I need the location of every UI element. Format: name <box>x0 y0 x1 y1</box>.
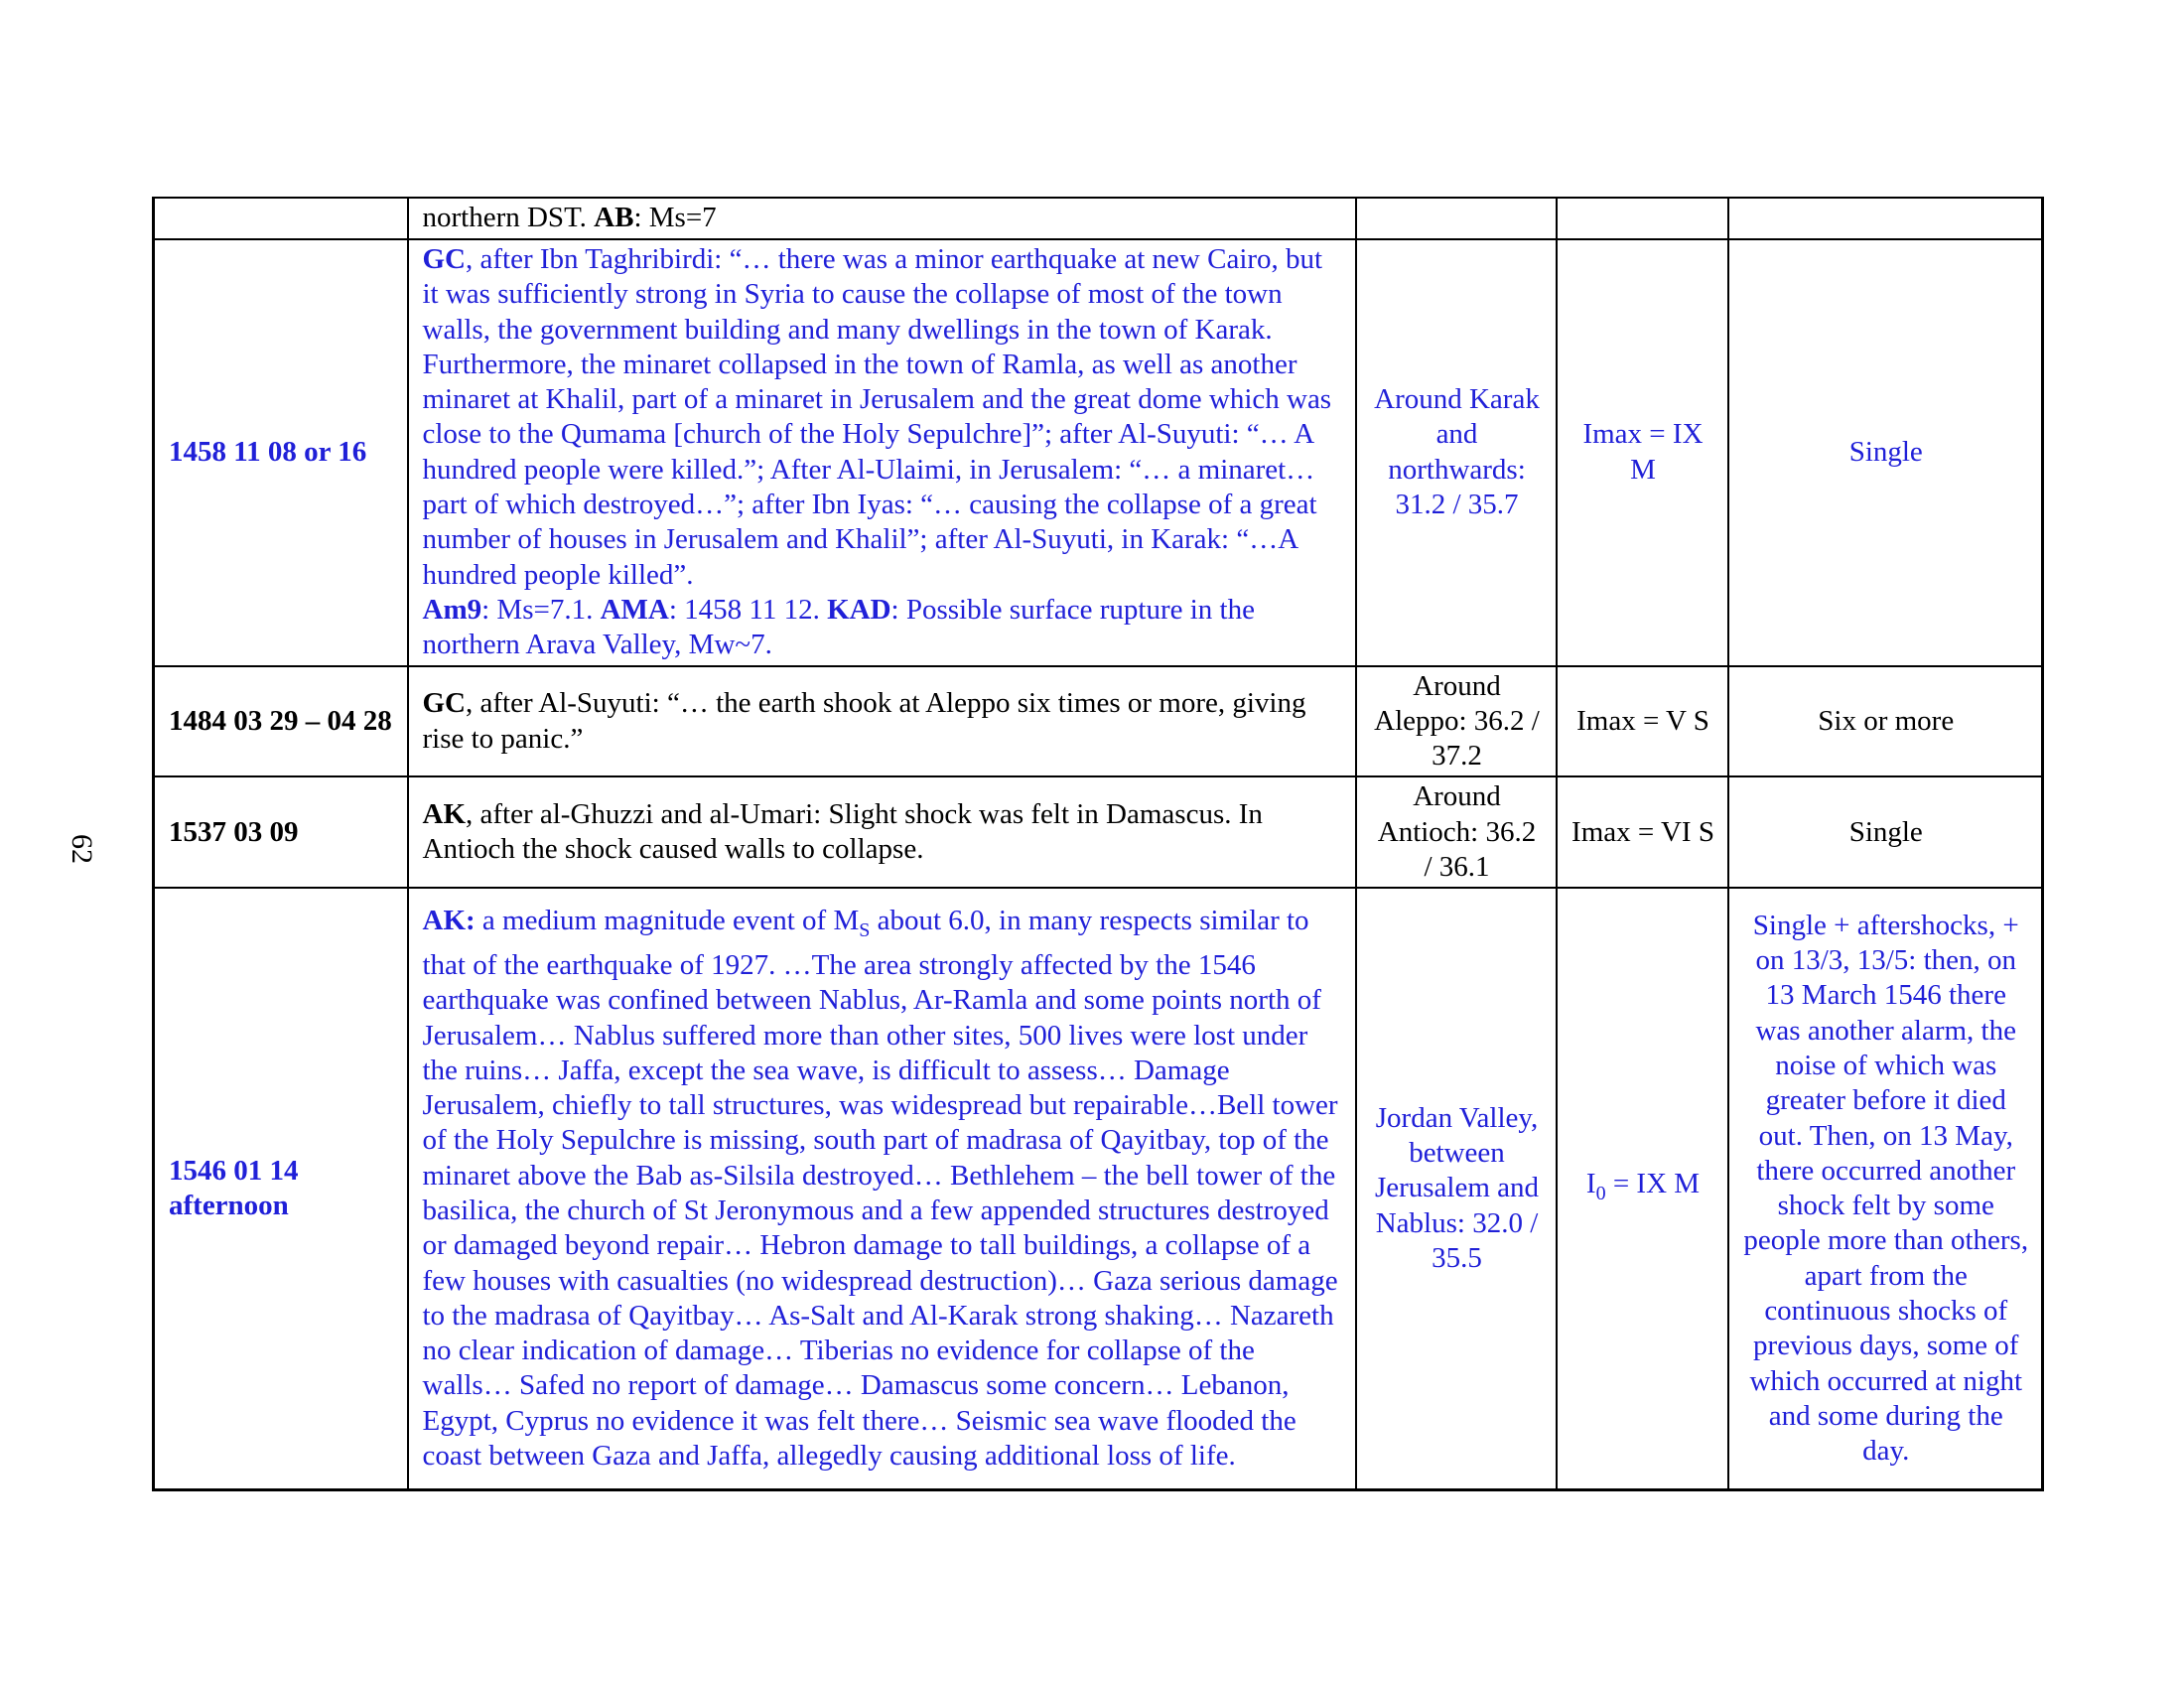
table-row-1458 <box>154 239 2043 666</box>
location-cell <box>1356 198 1557 239</box>
earthquake-table <box>152 197 2044 1491</box>
source-code: Am9 <box>422 593 482 626</box>
table-row-continuation <box>154 198 2043 239</box>
date-cell: 1546 01 14 afternoon <box>154 888 408 1489</box>
table-row-1546 <box>154 888 2043 1489</box>
page-number: 62 <box>66 834 98 864</box>
description-text: , after Ibn Taghribirdi: “… there was a minor earthquake at new Cairo, but it was sufficiently strong in Syria to cause the collapse of most of the town walls, the government building and many dwellings in the town of Karak. Furthermore, the minaret collapsed in the town of Ramla, as well as another minaret at Khalil, part of a minaret in Jerusalem and the great dome which was close to the Qumama [church of the Holy Sepulchre]”; after Al-Suyuti: “… A hundred people were killed.”; After Al-Ulaimi, in Jerusalem: “… a minaret… part of which destroyed…”; after Ibn Iyas: “… causing the collapse of a great number of houses in Jerusalem and Khalil”; after Al-Suyuti, in Karak: “…A hundred people killed”. <box>422 243 1332 591</box>
table-row-1484 <box>154 666 2043 777</box>
date-cell: 1484 03 29 – 04 28 <box>154 666 408 777</box>
intensity-cell: Imax = V S <box>1557 666 1728 777</box>
description-text: : Ms=7 <box>633 202 717 233</box>
description-text: : Possible surface rupture in the northern Arava Valley, Mw~7. <box>422 593 1255 661</box>
intensity-cell <box>1557 198 1728 239</box>
intensity-cell: Imax = IX M <box>1557 239 1728 666</box>
type-cell: Single <box>1728 776 2043 888</box>
intensity-cell <box>1557 888 1728 1489</box>
description-text: , after Al-Suyuti: “… the earth shook at Aleppo six times or more, giving rise to panic.” <box>422 687 1306 755</box>
description-text: , after al-Ghuzzi and al-Umari: Slight shock was felt in Damascus. In Antioch the shock caused walls to collapse. <box>422 798 1263 866</box>
intensity-symbol: I <box>1585 1167 1596 1199</box>
intensity-cell: Imax = VI S <box>1557 776 1728 888</box>
description-cell <box>408 776 1356 888</box>
description-text: : 1458 11 12. <box>668 593 828 626</box>
date-cell: 1458 11 08 or 16 <box>154 239 408 666</box>
description-text: northern DST. <box>422 202 595 233</box>
subscript: S <box>859 918 871 941</box>
type-cell: Single <box>1728 239 2043 666</box>
description-cell <box>408 888 1356 1489</box>
source-code: KAD <box>827 593 891 626</box>
subscript: 0 <box>1595 1182 1606 1204</box>
table-row-1537 <box>154 776 2043 888</box>
description-cell <box>408 239 1356 666</box>
location-cell: Around Karak and northwards: 31.2 / 35.7 <box>1356 239 1557 666</box>
source-code: GC <box>422 243 466 275</box>
source-code: AK <box>422 798 466 831</box>
description-text: : Ms=7.1. <box>481 593 601 626</box>
type-cell: Single + aftershocks, + on 13/3, 13/5: then, on 13 March 1546 there was another alarm, the noise of which was greater before it died out. Then, on 13 May, there occurred another shock felt by some people more than others, apart from the continuous shocks of previous days, some of which occurred at night and some during the day. <box>1728 888 2043 1489</box>
source-code: GC <box>422 687 466 720</box>
intensity-value: = IX M <box>1605 1167 1701 1199</box>
location-cell: Around Aleppo: 36.2 / 37.2 <box>1356 666 1557 777</box>
date-cell <box>154 198 408 239</box>
location-cell: Around Antioch: 36.2 / 36.1 <box>1356 776 1557 888</box>
source-code: AK: <box>422 904 476 936</box>
description-cell <box>408 198 1356 239</box>
type-cell: Six or more <box>1728 666 2043 777</box>
description-cell <box>408 666 1356 777</box>
type-cell <box>1728 198 2043 239</box>
source-code: AMA <box>600 593 669 626</box>
description-text: a medium magnitude event of M <box>475 904 860 936</box>
date-cell: 1537 03 09 <box>154 776 408 888</box>
source-code: AB <box>594 202 634 233</box>
location-cell: Jordan Valley, between Jerusalem and Nablus: 32.0 / 35.5 <box>1356 888 1557 1489</box>
description-text: about 6.0, in many respects similar to that of the earthquake of 1927. …The area strongly affected by the 1546 earthquake was confined between Nablus, Ar-Ramla and some points north of Jerusalem… Nablus suffered more than other sites, 500 lives were lost under the ruins… Jaffa, except the sea wave, is difficult to assess… Damage Jerusalem, chiefly to tall structures, was widespread but repairable…Bell tower of the Holy Sepulchre is missing, south part of madrasa of Qayitbay, top of the minaret above the Bab as-Silsila destroyed… Bethlehem – the bell tower of the basilica, the church of St Jeronymous and a few appended structures destroyed or damaged beyond repair… Hebron damage to tall buildings, a collapse of a few houses with casualties (no widespread destruction)… Gaza serious damage to the madrasa of Qayitbay… As-Salt and Al-Karak strong shaking… Nazareth no clear indication of damage… Tiberias no evidence for collapse of the walls… Safed no report of damage… Damascus some concern… Lebanon, Egypt, Cyprus no evidence it was felt there… Seismic sea wave flooded the coast between Gaza and Jaffa, allegedly causing additional loss of life. <box>422 904 1338 1473</box>
